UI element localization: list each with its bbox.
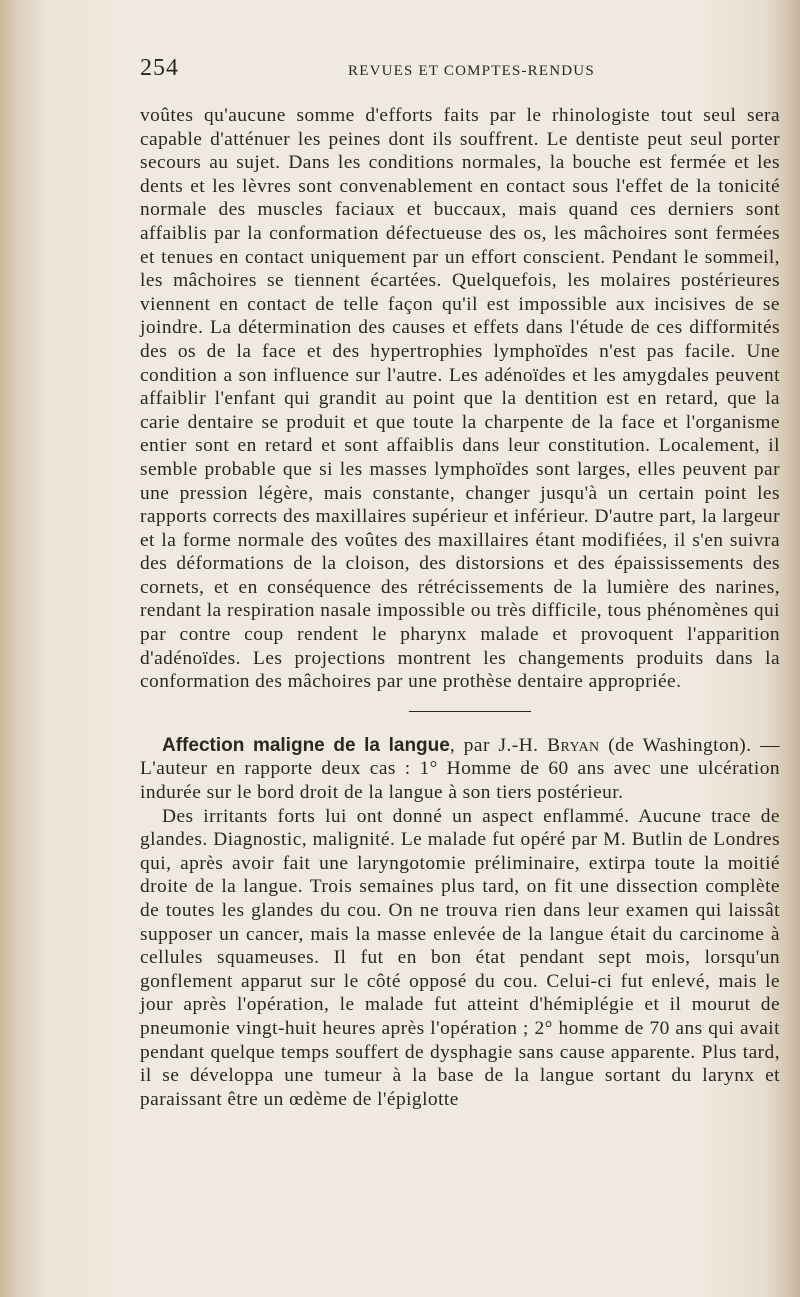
continued-paragraph: voûtes qu'aucune somme d'efforts faits par le rhinologiste tout seul sera capable d'atténuer les peines dont ils souffrent. Le dentiste peut seul porter secours au sujet. Dans les conditions normales, la bouche est fermée et les dents et les lèvres sont convenablement en contact sous l'effet de la tonicité normale des muscles faciaux et buccaux, mais quand ces derniers sont affaiblis par la conformation défectueuse des os, les mâchoires sont fermées et tenues en contact uniquement par un effort conscient. Pendant le sommeil, les mâchoires se tiennent écartées. Quelquefois, les molaires postérieures viennent en contact de telle façon qu'il est impossible aux incisives de se joindre. La détermination des causes et effets dans l'étude de ces difformités des os de la face et des hypertrophies lymphoïdes n'est pas facile. Une condition a son influence sur l'autre. Les adénoïdes et les amygdales peuvent affaiblir l'enfant qui grandit au point que la dentition est en retard, que la carie dentaire se produit et que toute la charpente de la face et l'organisme entier sont en retard et sont affaiblis dans leur constitution. Localement, il semble probable que si les masses lymphoïdes sont larges, elles peuvent par une pression légère, mais constante, changer jusqu'à un certain point les rapports corrects des maxillaires supérieur et inférieur. D'autre part, la largeur et la forme normale des voûtes des maxillaires étant modifiées, il s'en suivra des déformations de la cloison, des distorsions et des épaississements des cornets, et en conséquence des rétrécissements de la lumière des narines, rendant la respiration nasale impossible ou très difficile, tous phénomènes qui par contre coup rendent le pharynx malade et provoquent l'apparition d'adénoïdes. Les projections montrent les changements produits dans la conformation des mâchoires par une prothèse dentaire appropriée. (140, 105, 780, 693)
article-paragraph-2: Des irritants forts lui ont donné un aspect enflammé. Aucune trace de glandes. Diagnostic, malignité. Le malade fut opéré par M. Butlin de Londres qui, après avoir fait une laryngotomie préliminaire, extirpa toute la moitié droite de la langue. Trois semaines plus tard, on fit une dissection complète de toutes les glandes du cou. On ne trouva rien dans leur examen qui laissât supposer un cancer, mais la masse enlevée de la langue était du carcinome à cellules squameuses. Il fut en bon état pendant sept mois, lorsqu'un gonflement apparut sur le côté opposé du cou. Celui-ci fut enlevé, mais le jour après l'opération, le malade fut atteint d'hémiplégie et il mourut de pneumonie vingt-huit heures après l'opération ; 2° homme de 70 ans qui avait pendant quelque temps souffert de dysphagie sans cause apparente. Plus tard, il se développa une tumeur à la base de la langue sortant du larynx et paraissant être un œdème de l'épiglotte (140, 805, 780, 1110)
body-text (140, 104, 780, 1111)
section-divider (409, 711, 531, 712)
article-byline: , par J.-H. (449, 734, 548, 756)
page-header (140, 55, 780, 85)
page-number: 254 (140, 55, 179, 81)
article-intro-paragraph (140, 734, 780, 805)
article-intro-text: (de Washington). — L'auteur en rapporte deux cas : 1° Homme de 60 ans avec une ulcération indurée sur le bord droit de la langue à son tiers postérieur. (140, 734, 780, 804)
article-title: Affection maligne de la langue (162, 734, 450, 756)
running-head: REVUES ET COMPTES-RENDUS (348, 63, 595, 79)
article-author: Bryan (547, 734, 600, 756)
